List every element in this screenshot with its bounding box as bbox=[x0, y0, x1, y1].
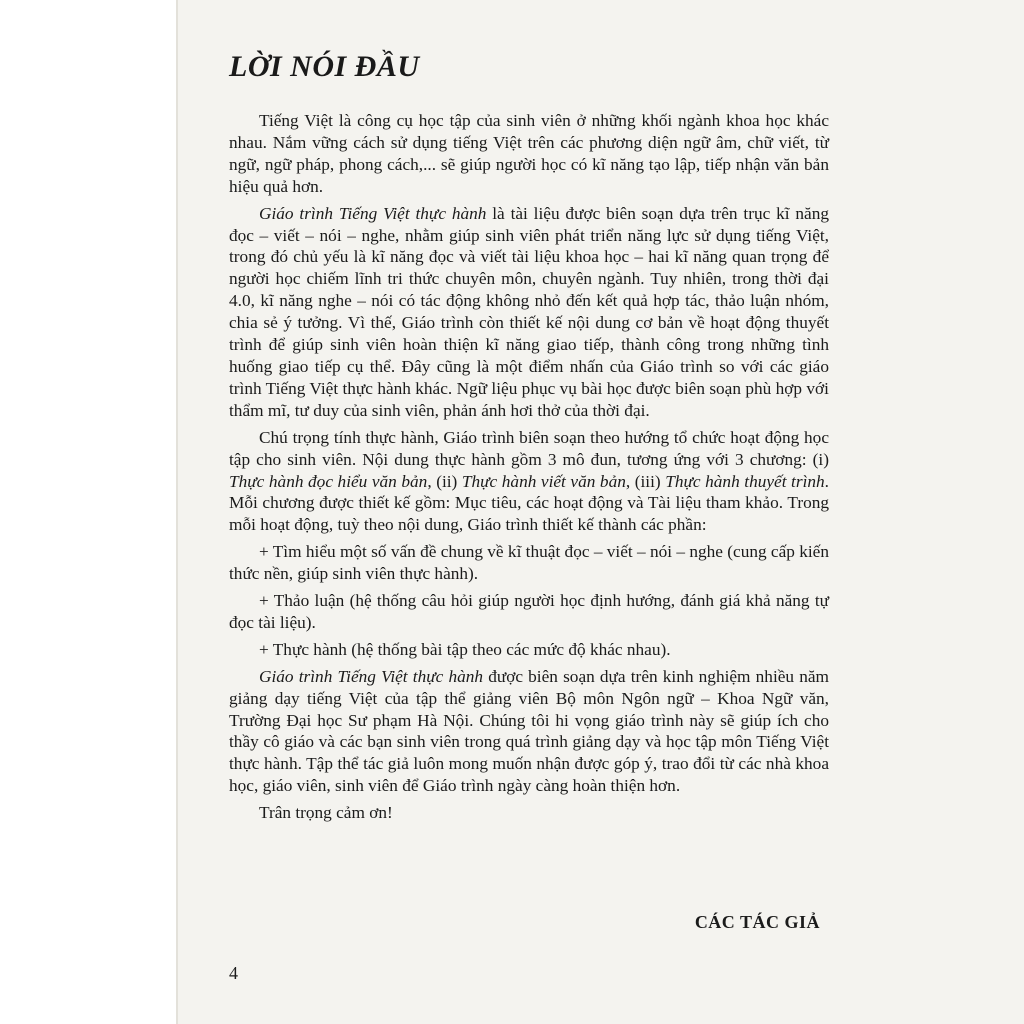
bullet-item: + Thực hành (hệ thống bài tập theo các mức độ khác nhau). bbox=[259, 639, 671, 659]
closing-line: Trân trọng cảm ơn! bbox=[259, 803, 393, 823]
paragraph-intro: Tiếng Việt là công cụ học tập của sinh viên ở những khối ngành khoa học khác nhau. Nắm vững cách sử dụng tiếng Việt trên các phương diện ngữ âm, chữ viết, từ ngữ, ngữ pháp, phong cách,... sẽ giúp người học có kĩ năng tạo lập, tiếp nhận văn bản hiệu quả hơn. bbox=[229, 111, 829, 196]
bullet-item: + Tìm hiểu một số vấn đề chung về kĩ thuật đọc – viết – nói – nghe (cung cấp kiến thức nền, giúp sinh viên thực hành). bbox=[229, 542, 829, 584]
signature: CÁC TÁC GIẢ bbox=[694, 912, 820, 932]
paragraph-authors bbox=[229, 666, 829, 797]
paragraph-structure-part: Chú trọng tính thực hành, Giáo trình biên soạn theo hướng tổ chức hoạt động học tập cho sinh viên. Nội dung thực hành gồm 3 mô đun, tương ứng với 3 chương: (i) bbox=[229, 427, 829, 469]
page-edge bbox=[176, 0, 178, 1024]
body-text bbox=[229, 110, 829, 829]
book-title-italic: Giáo trình Tiếng Việt thực hành bbox=[259, 666, 484, 686]
paragraph-structure bbox=[229, 427, 829, 537]
page-number: 4 bbox=[229, 963, 238, 983]
paragraph-structure-part: . Mỗi chương được thiết kế gồm: Mục tiêu, các hoạt động và Tài liệu tham khảo. Trong mỗi hoạt động, tuỳ theo nội dung, Giáo trình thiết kế thành các phần: bbox=[229, 471, 829, 535]
paragraph-textbook bbox=[229, 203, 829, 422]
paragraph-textbook-rest: là tài liệu được biên soạn dựa trên trục kĩ năng đọc – viết – nói – nghe, nhằm giúp sinh viên phát triển năng lực sử dụng tiếng Việt, trong đó chủ yếu là kĩ năng đọc và viết tài liệu khoa học – hai kĩ năng quan trọng để người học chiếm lĩnh tri thức chuyên môn, chuyên ngành. Tuy nhiên, trong thời đại 4.0, kĩ năng nghe – nói có tác động không nhỏ đến kết quả hợp tác, thảo luận nhóm, chia sẻ ý tưởng. Vì thế, Giáo trình còn thiết kế nội dung cơ bản về hoạt động thuyết trình để giúp sinh viên hoàn thiện kĩ năng giao tiếp, thành công trong những tình huống giao tiếp cụ thể. Đây cũng là một điểm nhấn của Giáo trình so với các giáo trình Tiếng Việt thực hành khác. Ngữ liệu phục vụ bài học được biên soạn phù hợp với thẩm mĩ, tư duy của sinh viên, phản ánh hơi thở của thời đại. bbox=[229, 203, 829, 420]
paragraph-authors-rest: được biên soạn dựa trên kinh nghiệm nhiều năm giảng dạy tiếng Việt của tập thể giảng viên Bộ môn Ngôn ngữ – Khoa Ngữ văn, Trường Đại học Sư phạm Hà Nội. Chúng tôi hi vọng giáo trình này sẽ giúp ích cho thầy cô giáo và các bạn sinh viên trong quá trình giảng dạy và học tập môn Tiếng Việt thực hành. Tập thể tác giả luôn mong muốn nhận được góp ý, trao đổi từ các nhà khoa học, giáo viên, sinh viên để Giáo trình ngày càng hoàn thiện hơn. bbox=[229, 666, 829, 796]
book-title-italic: Giáo trình Tiếng Việt thực hành bbox=[259, 203, 487, 223]
paragraph-structure-part: , (iii) bbox=[625, 471, 666, 491]
page-title: LỜI NÓI ĐẦU bbox=[229, 50, 420, 83]
chapter-2-title: Thực hành viết văn bản bbox=[461, 471, 626, 491]
chapter-1-title: Thực hành đọc hiểu văn bản bbox=[229, 471, 428, 491]
paragraph-structure-part: , (ii) bbox=[427, 471, 462, 491]
chapter-3-title: Thực hành thuyết trình bbox=[665, 471, 825, 491]
bullet-item: + Thảo luận (hệ thống câu hỏi giúp người học định hướng, đánh giá khả năng tự đọc tài liệu). bbox=[229, 591, 829, 632]
